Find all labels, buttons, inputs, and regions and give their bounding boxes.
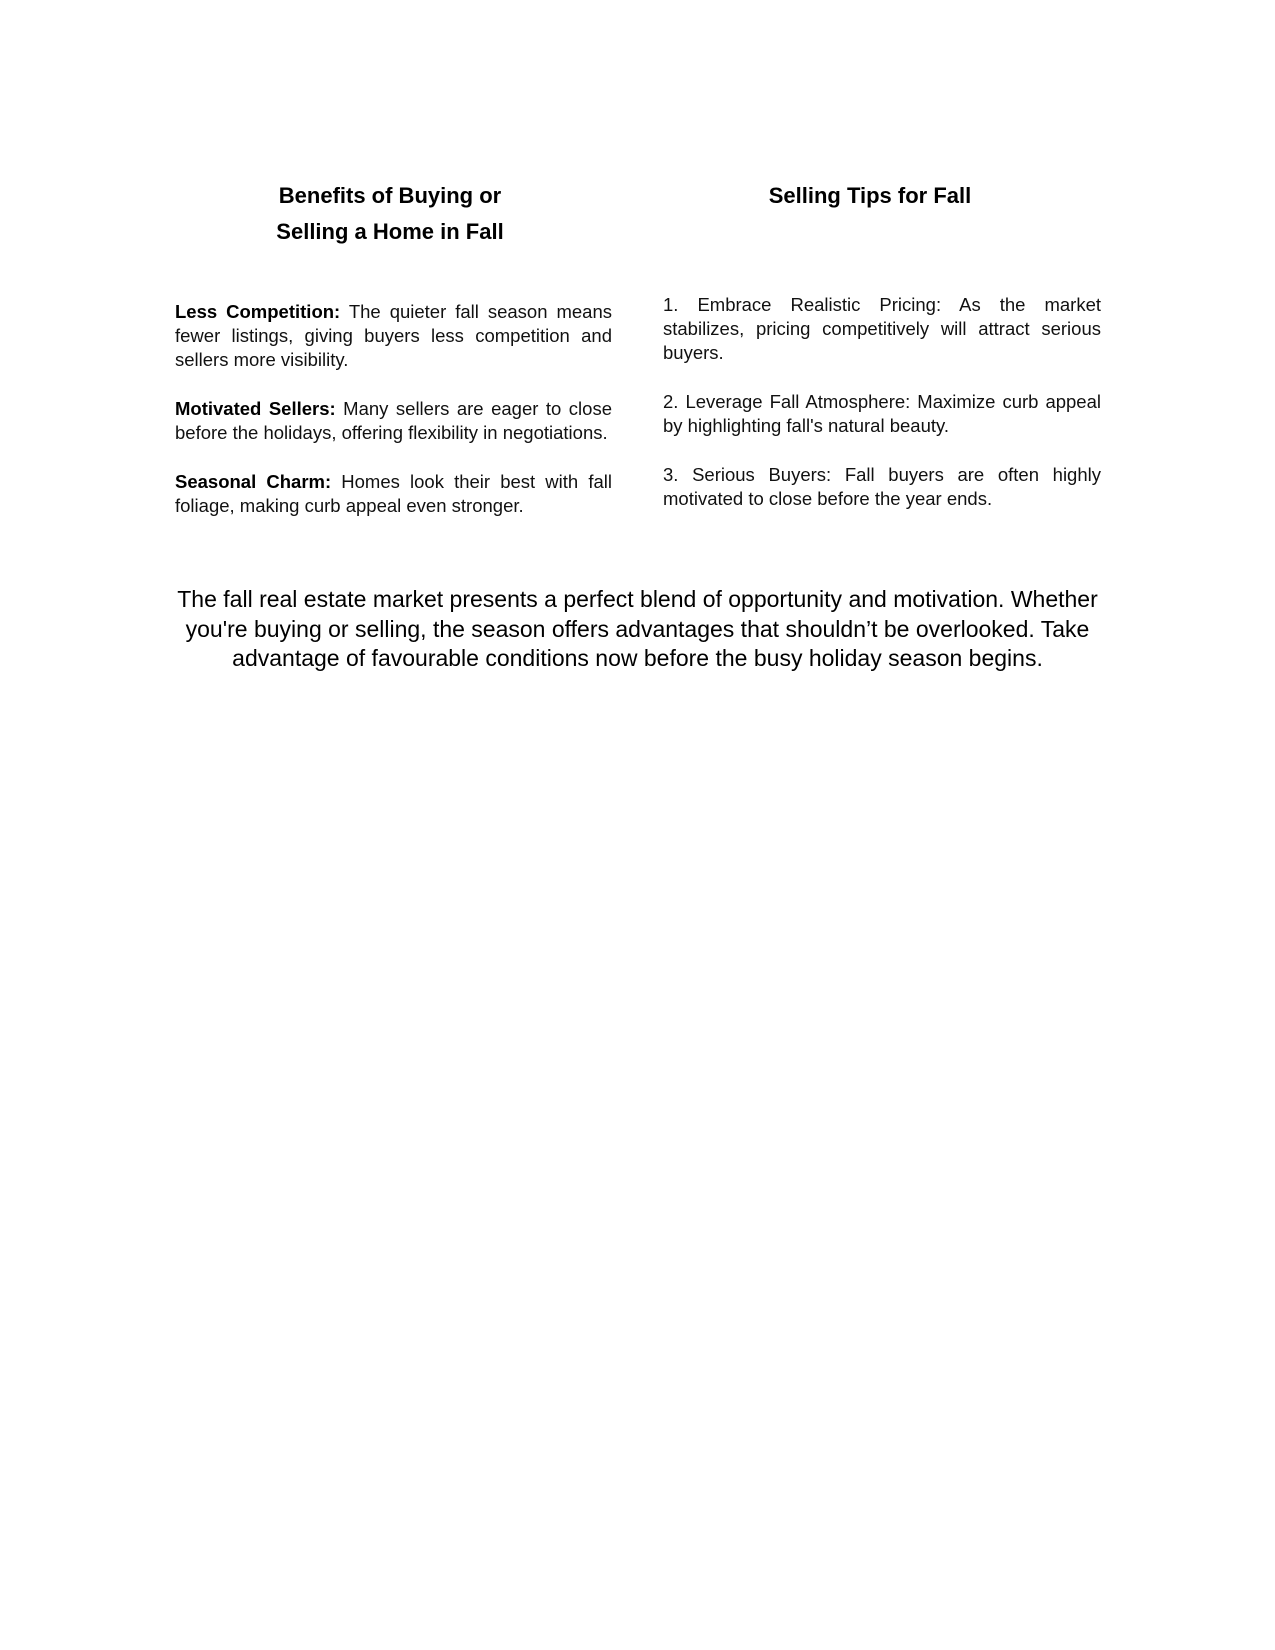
benefit-item	[175, 300, 612, 372]
benefits-heading	[235, 178, 545, 250]
benefits-heading-line1: Benefits of Buying or	[278, 183, 502, 208]
benefit-label: Less Competition:	[175, 301, 341, 322]
tips-list	[663, 293, 1101, 536]
tips-heading: Selling Tips for Fall	[768, 183, 972, 208]
benefit-label: Seasonal Charm:	[175, 471, 332, 492]
benefit-text: Many sellers are eager to close before the holidays, offering flexibility in negotiations.	[175, 398, 612, 443]
closing-paragraph: The fall real estate market presents a perfect blend of opportunity and motivation. Whether you're buying or selling, the season offers advantages that shouldn’t be overlooked. Take advantage of favourable conditions now before the busy holiday season begins.	[177, 586, 1098, 671]
benefit-item	[175, 397, 612, 445]
benefit-label: Motivated Sellers:	[175, 398, 336, 419]
benefit-text: Homes look their best with fall foliage, making curb appeal even stronger.	[175, 471, 612, 516]
tip-item: 3. Serious Buyers: Fall buyers are often highly motivated to close before the year ends.	[663, 464, 1101, 509]
benefit-text: The quieter fall season means fewer listings, giving buyers less competition and sellers more visibility.	[175, 301, 612, 370]
tip-item: 2. Leverage Fall Atmosphere: Maximize curb appeal by highlighting fall's natural beauty.	[663, 391, 1101, 436]
benefit-item	[175, 470, 612, 518]
tip-item: 1. Embrace Realistic Pricing: As the market stabilizes, pricing competitively will attract serious buyers.	[663, 294, 1101, 363]
benefits-list	[175, 300, 612, 543]
benefits-heading-line2: Selling a Home in Fall	[276, 219, 504, 244]
